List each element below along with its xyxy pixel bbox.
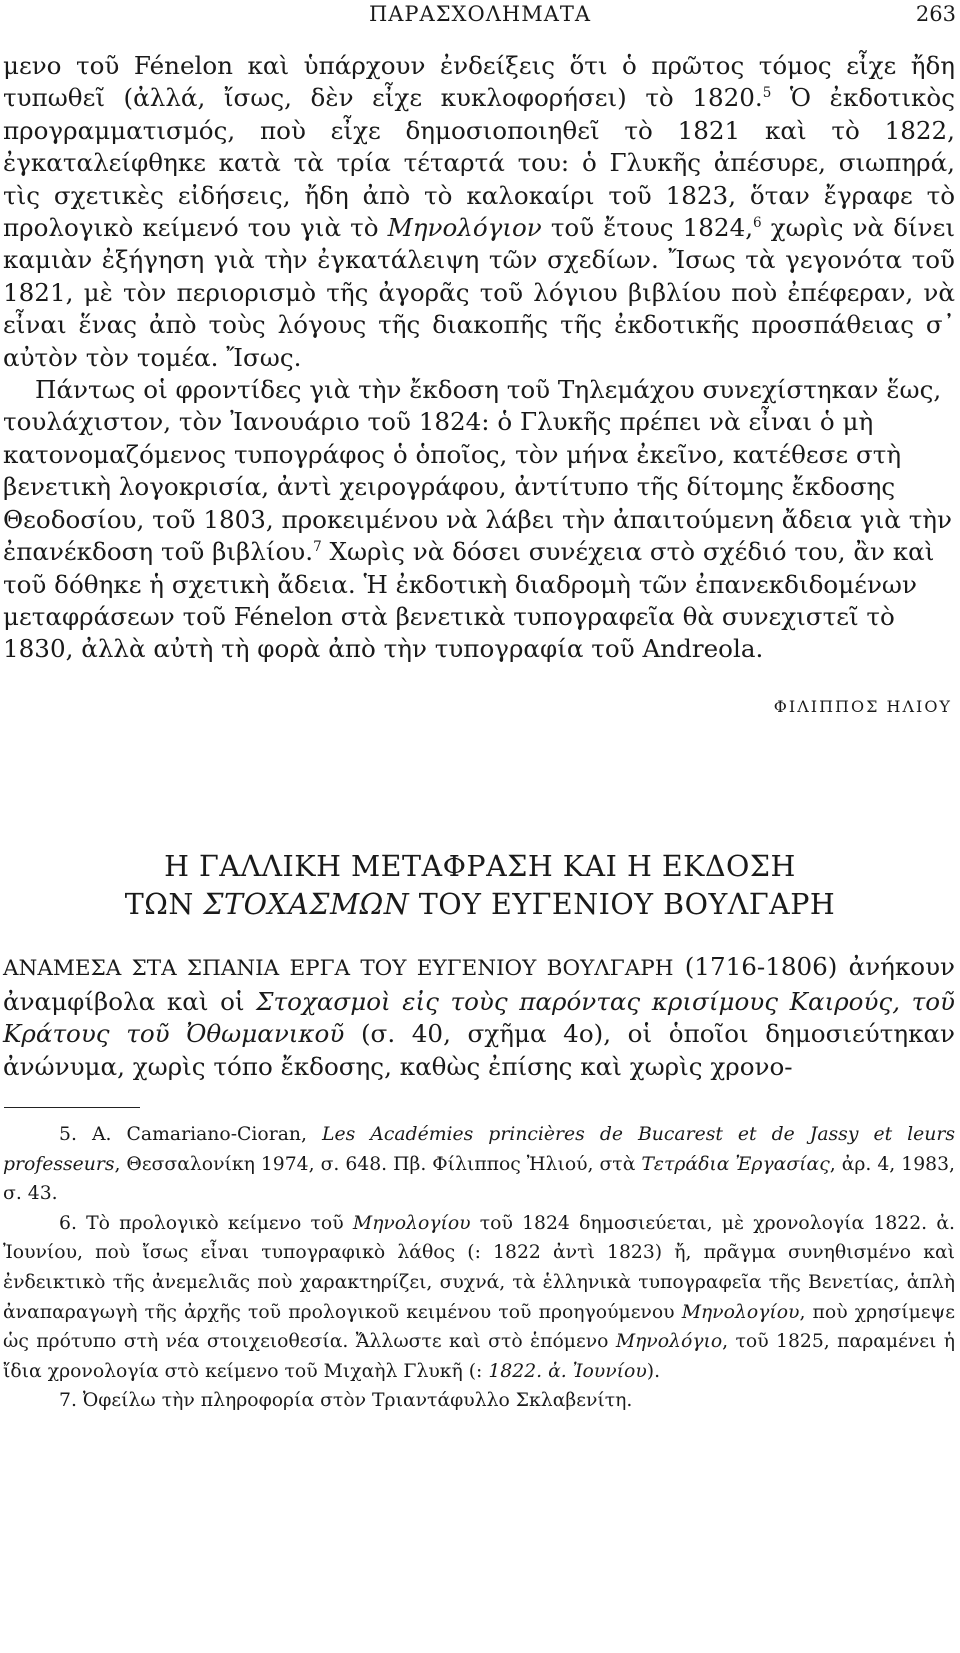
menologion-title: Μηνολόγιον — [387, 213, 542, 243]
footnote-ref-7: 7 — [313, 538, 322, 555]
footnote-6 — [3, 1209, 955, 1387]
footnote-ref-6: 6 — [753, 214, 762, 231]
title-line-2 — [0, 886, 960, 924]
article-part-a: (1716-1806) ἀνήκουν ἀναμφίβολα καὶ οἱ — [3, 952, 955, 1016]
fn6-italic-4: 1822. ἀ. Ἰουνίου — [488, 1360, 647, 1382]
running-title: ΠΑΡΑΣΧΟΛΗΜΑΤΑ — [368, 2, 592, 26]
author-signature: ΦΙΛΙΠΠΟΣ ΗΛΙΟΥ — [773, 697, 952, 716]
fn6-italic-2: Μηνολογίου — [681, 1301, 800, 1323]
paragraph-1 — [3, 50, 955, 374]
title-line-2-a: ΤΩΝ — [124, 888, 204, 921]
paragraph-1-part-b: Ὁ ἐκδοτικὸς προγραμματισμός, ποὺ εἶχε δημοσιοποιηθεῖ τὸ 1821 καὶ τὸ 1822, ἐγκαταλείφθηκε κατὰ τὰ τρία τέταρτά του: ὁ Γλυκῆς ἀπέσυρε, σιωπηρά, τὶς σχετικὲς εἰδήσεις, ἤδη ἀπὸ τὸ καλοκαίρι τοῦ 1823, ὅταν ἔγραφε τὸ προλογικὸ κείμενό του γιὰ τὸ — [3, 83, 956, 243]
fn5-italic-1: Les Académies princières de Bucarest et de Jassy et leurs professeurs — [3, 1124, 955, 1175]
page-number: 263 — [915, 2, 956, 26]
article-title — [0, 848, 960, 924]
title-line-2-b: ΤΟΥ ΕΥΓΕΝΙΟΥ ΒΟΥΛΓΑΡΗ — [409, 888, 836, 921]
footnote-ref-5: 5 — [762, 85, 772, 102]
footnote-7: 7. Ὀφείλω τὴν πληροφορία στὸν Τριαντάφυλλο Σκλαβενίτη. — [59, 1390, 633, 1412]
footnote-rule — [4, 1107, 140, 1108]
article-paragraph — [3, 951, 955, 1083]
paragraph-2 — [3, 374, 955, 666]
fn6-italic-1: Μηνολογίου — [352, 1212, 471, 1234]
fn5-a: 5. A. Camariano-Cioran, — [59, 1124, 323, 1145]
title-line-2-italic: ΣΤΟΧΑΣΜΩΝ — [203, 888, 410, 921]
fn6-e: ). — [646, 1360, 661, 1382]
fn6-italic-3: Μηνολόγιο — [615, 1331, 723, 1353]
footnotes — [3, 1120, 955, 1416]
footnote-5 — [3, 1120, 955, 1209]
paragraph-1-part-a: μενο τοῦ Fénelon καὶ ὑπάρχουν ἐνδείξεις ὅτι ὁ πρῶτος τόμος εἶχε ἤδη τυπωθεῖ (ἀλλά, ἴσως, δὲν εἶχε κυκλοφορήσει) τὸ 1820. — [3, 51, 955, 113]
fn5-c: , ἀρ. 4, 1983, σ. 43. — [3, 1153, 956, 1205]
article-body — [3, 951, 955, 1083]
paragraph-1-part-d: χωρὶς νὰ δίνει καμιὰν ἐξήγηση γιὰ τὴν ἐγκατάλειψη τῶν σχεδίων. Ἴσως τὰ γεγονότα τοῦ 1821, μὲ τὸν περιορισμὸ τῆς ἀγορᾶς τοῦ λόγιου βιβλίου ποὺ ἐπέφεραν, νὰ εἶναι ἕνας ἀπὸ τοὺς λόγους τῆς διακοπῆς τῆς ἐκδοτικῆς προσπάθειας σ᾽ αὐτὸν τὸν τομέα. Ἴσως. — [3, 213, 955, 372]
article-part-b: (σ. 40, σχῆμα 4ο), οἱ ὁποῖοι δημοσιεύτηκαν ἀνώνυμα, χωρὶς τόπο ἔκδοσης, καθὼς ἐπίσης καὶ χωρὶς χρονο- — [3, 1019, 956, 1081]
fn5-b: , Θεσσαλονίκη 1974, σ. 648. Πβ. Φίλιππος Ἠλιού, στὰ — [114, 1153, 642, 1175]
fn6-a: 6. Τὸ προλογικὸ κείμενο τοῦ — [59, 1212, 353, 1234]
fn5-italic-2: Τετράδια Ἐργασίας — [641, 1153, 830, 1175]
main-text — [3, 50, 955, 666]
paragraph-1-part-c: τοῦ ἔτους 1824, — [541, 213, 754, 243]
fn6-d: , τοῦ 1825, παραμένει ἡ ἴδια χρονολογία στὸ κείμενο τοῦ Μιχαὴλ Γλυκῆ (: — [3, 1331, 955, 1382]
lead-caps: ΑΝΑΜΕΣΑ ΣΤΑ ΣΠΑΝΙΑ ΕΡΓΑ ΤΟΥ ΕΥΓΕΝΙΟΥ ΒΟΥΛΓΑΡΗ — [3, 956, 674, 981]
work-title: Στοχασμοὶ εἰς τοὺς παρόντας κρισίμους Καιρούς, τοῦ Κράτους τοῦ Ὀθωμανικοῦ — [3, 986, 955, 1049]
paragraph-2-part-b: Χωρὶς νὰ δόσει συνέχεια στὸ σχέδιό του, ἂν καὶ τοῦ δόθηκε ἡ σχετικὴ ἄδεια. Ἡ ἐκδοτικὴ διαδρομὴ τῶν ἐπανεκδιδομένων μεταφράσεων τοῦ Fénelon στὰ βενετικὰ τυπογραφεῖα θὰ συνεχιστεῖ τὸ 1830, ἀλλὰ αὐτὴ τὴ φορὰ ἀπὸ τὴν τυπογραφία τοῦ Andreola. — [3, 537, 935, 664]
paragraph-2-part-a: Πάντως οἱ φροντίδες γιὰ τὴν ἔκδοση τοῦ Τηλεμάχου συνεχίστηκαν ἕως, τουλάχιστον, τὸν Ἰανουάριο τοῦ 1824: ὁ Γλυκῆς πρέπει νὰ εἶναι ὁ μὴ κατονομαζόμενος τυπογράφος ὁ ὁποῖος, τὸν μήνα ἐκεῖνο, κατέθεσε στὴ βενετικὴ λογοκρισία, ἀντὶ χειρογράφου, ἀντίτυπο τῆς δίτομης ἔκδοσης Θεοδοσίου, τοῦ 1803, προκειμένου νὰ λάβει τὴν ἀπαιτούμενη ἄδεια γιὰ τὴν ἐπανέκδοση τοῦ βιβλίου. — [3, 375, 952, 567]
title-line-1: Η ΓΑΛΛΙΚΗ ΜΕΤΑΦΡΑΣΗ ΚΑΙ Η ΕΚΔΟΣΗ — [164, 850, 796, 883]
fn6-b: τοῦ 1824 δημοσιεύεται, μὲ χρονολογία 1822. ἀ. Ἰουνίου, ποὺ ἴσως εἶναι τυπογραφικὸ λάθος (: 1822 ἀντὶ 1823) ἤ, πρᾶγμα συνηθισμένο καὶ ἐνδεικτικὸ τῆς ἀνεμελιᾶς ποὺ χαρακτηρίζει, συχνά, τὰ ἑλληνικὰ τυπογραφεῖα τῆς Βενετίας, ἁπλὴ ἀναπαραγωγὴ τῆς ἀρχῆς τοῦ προλογικοῦ κειμένου τοῦ προηγούμενου — [3, 1212, 955, 1323]
running-head — [0, 2, 960, 32]
fn6-c: , ποὺ χρησίμεψε ὡς πρότυπο στὴ νέα στοιχειοθεσία. Ἄλλωστε καὶ στὸ ἑπόμενο — [3, 1301, 955, 1353]
